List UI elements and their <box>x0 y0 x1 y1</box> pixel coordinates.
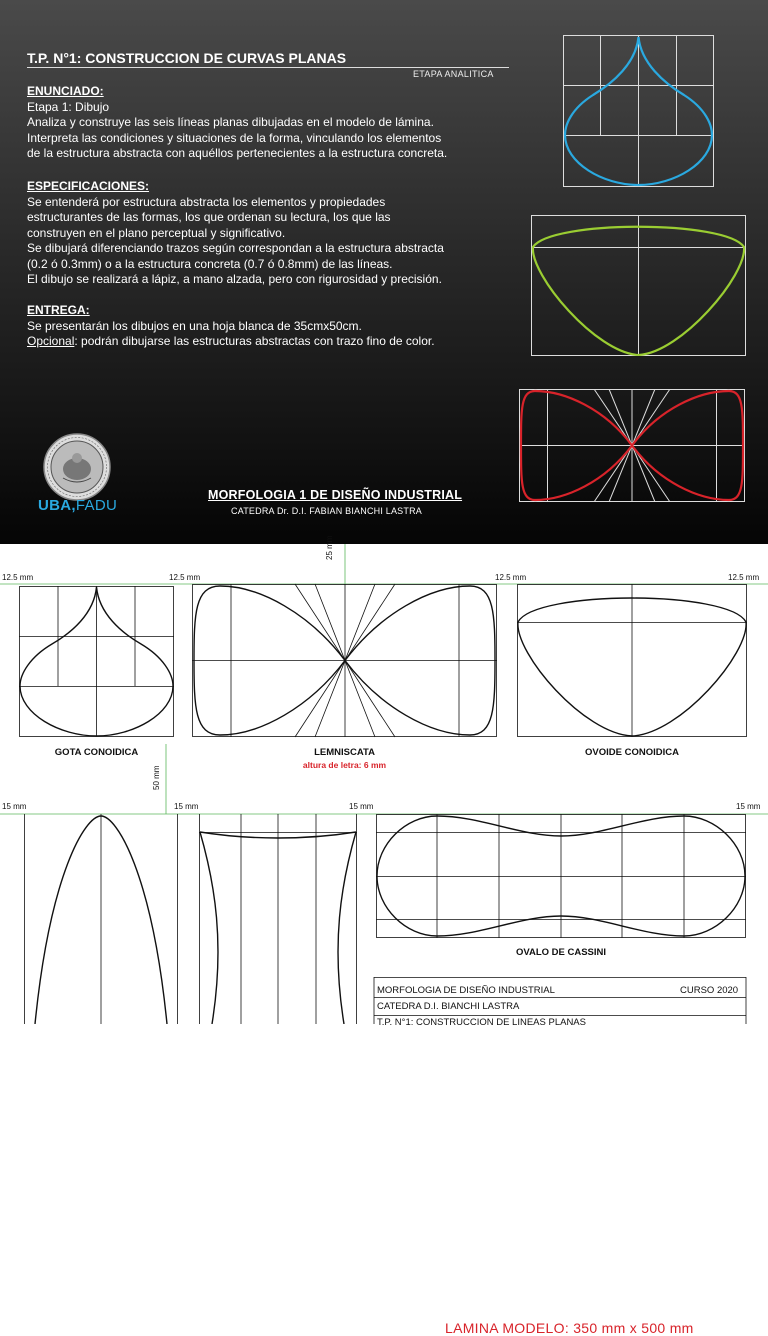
dim-15-left: 15 mm <box>2 802 27 811</box>
ovoide-colored-figure <box>531 215 746 356</box>
especificaciones-line: Se entenderá por estructura abstracta los elementos y propiedades <box>27 194 386 209</box>
cassini-label: OVALO DE CASSINI <box>515 947 607 958</box>
entrega-optional-line <box>27 334 527 350</box>
title-underline <box>27 67 509 68</box>
gota-colored-figure <box>563 35 714 187</box>
vase-figure <box>199 814 357 1024</box>
lemniscata-colored-figure <box>519 389 745 502</box>
especificaciones-line: El dibujo se realizará a lápiz, a mano alzada, pero con rigurosidad y precisión. <box>27 272 442 286</box>
especificaciones-heading: ESPECIFICACIONES: <box>27 179 150 193</box>
especificaciones-section <box>27 179 527 288</box>
dim-12-5-right: 12.5 mm <box>728 573 760 582</box>
catedra-label: CATEDRA Dr. D.I. FABIAN BIANCHI LASTRA <box>231 506 422 516</box>
letter-height-note: altura de letra: 6 mm <box>302 760 387 770</box>
dim-15: 15 mm <box>174 802 199 811</box>
entrega-line: Se presentarán los dibujos en una hoja blanca de 35cmx50cm. <box>27 318 362 333</box>
dim-50: 50 mm <box>152 765 161 790</box>
enunciado-section <box>27 84 527 162</box>
ovoide-figure <box>517 584 747 737</box>
title-block-course: MORFOLOGIA DE DISEÑO INDUSTRIAL <box>377 985 555 996</box>
title-block-year: CURSO 2020 <box>680 985 739 996</box>
especificaciones-line: construyen en el plano perceptual y significativo. <box>27 225 286 240</box>
ovoide-label: OVOIDE CONOIDICA <box>585 747 679 758</box>
cassini-figure <box>376 814 746 938</box>
model-sheet <box>0 535 768 1336</box>
title-block-catedra: CATEDRA D.I. BIANCHI LASTRA <box>377 1001 520 1012</box>
gota-label: GOTA CONOIDICA <box>54 747 139 758</box>
especificaciones-line: (0.2 ó 0.3mm) o a la estructura concreta (0.7 ó 0.8mm) de las líneas. <box>27 256 393 271</box>
dim-15: 15 mm <box>349 802 374 811</box>
entrega-section <box>27 303 527 350</box>
stage-label: ETAPA ANALITICA <box>413 69 494 79</box>
lemniscata-label: LEMNISCATA <box>314 747 375 758</box>
uba-fadu-logo <box>38 497 117 514</box>
optional-label: Opcional <box>27 334 75 348</box>
enunciado-line: Etapa 1: Dibujo <box>27 99 110 114</box>
assignment-panel <box>0 0 768 544</box>
enunciado-line: Interpreta las condiciones y situaciones de la forma, vinculando los elementos <box>27 130 442 145</box>
dim-12-5: 12.5 mm <box>495 573 527 582</box>
enunciado-heading: ENUNCIADO: <box>27 84 104 98</box>
dim-12-5: 12.5 mm <box>169 573 201 582</box>
fadu-logo-text: FADU <box>75 497 118 514</box>
especificaciones-line: estructurantes de las formas, los que ordenan su lectura, los que las <box>27 210 391 224</box>
parabola-figure <box>25 814 178 1024</box>
especificaciones-line: Se dibujará diferenciando trazos según correspondan a la estructura abstracta <box>27 241 444 255</box>
gota-figure <box>19 586 174 737</box>
course-title: MORFOLOGIA 1 DE DISEÑO INDUSTRIAL <box>208 488 463 502</box>
dim-15-right: 15 mm <box>736 802 761 811</box>
dim-25: 25 mm <box>325 535 334 560</box>
entrega-heading: ENTREGA: <box>27 303 90 317</box>
enunciado-line: de la estructura abstracta con aquéllos pertenecientes a la estructura concreta. <box>27 146 448 160</box>
dim-12-5-left: 12.5 mm <box>2 573 34 582</box>
assignment-title: T.P. N°1: CONSTRUCCION DE CURVAS PLANAS <box>27 50 347 66</box>
lemniscata-figure <box>192 584 497 737</box>
title-block-tp: T.P. N°1: CONSTRUCCION DE LINEAS PLANAS <box>377 1017 586 1028</box>
lamina-model-label: LAMINA MODELO: 350 mm x 500 mm <box>445 1320 694 1336</box>
university-seal-icon <box>42 432 112 502</box>
uba-logo-text: UBA, <box>38 497 76 514</box>
optional-text: : podrán dibujarse las estructuras abstractas con trazo fino de color. <box>74 334 435 348</box>
enunciado-line: Analiza y construye las seis líneas planas dibujadas en el modelo de lámina. <box>27 115 434 129</box>
